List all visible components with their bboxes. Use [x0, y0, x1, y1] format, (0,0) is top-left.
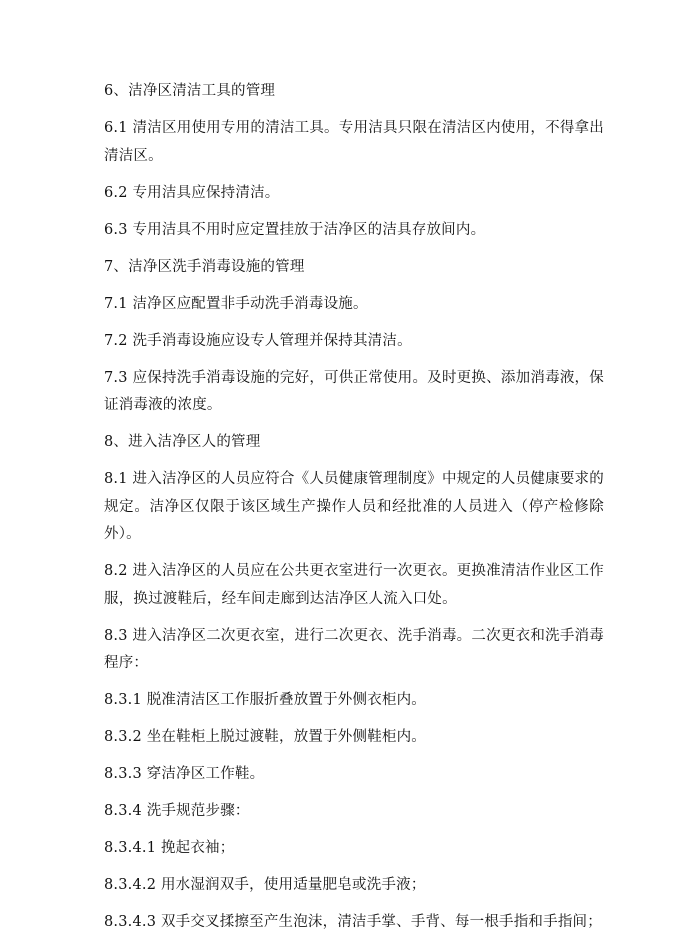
clause-8-2: 8.2 进入洁净区的人员应在公共更衣室进行一次更衣。更换准清洁作业区工作服，换过渡鞋后，经车间走廊到达洁净区人流入口处。	[104, 563, 604, 607]
clause-6-3: 6.3 专用洁具不用时应定置挂放于洁净区的洁具存放间内。	[104, 221, 486, 238]
clause-7-3: 7.3 应保持洗手消毒设施的完好，可供正常使用。及时更换、添加消毒液，保证消毒液的浓度。	[104, 369, 604, 413]
document-page	[104, 78, 604, 946]
clause-8-3-4: 8.3.4 洗手规范步骤：	[104, 803, 250, 819]
clause-7-2: 7.2 洗手消毒设施应设专人管理并保持其清洁。	[104, 332, 412, 349]
section-heading-7: 7、洁净区洗手消毒设施的管理	[104, 258, 305, 275]
clause-8-3-4-3: 8.3.4.3 双手交叉揉擦至产生泡沫，清洁手掌、手背、每一根手指和手指间；	[104, 914, 602, 930]
clause-8-3-1: 8.3.1 脱准清洁区工作服折叠放置于外侧衣柜内。	[104, 692, 427, 708]
clause-8-3-3: 8.3.3 穿洁净区工作鞋。	[104, 766, 265, 782]
clause-6-1: 6.1 清洁区用使用专用的清洁工具。专用洁具只限在清洁区内使用，不得拿出清洁区。	[104, 120, 604, 164]
clause-8-3-2: 8.3.2 坐在鞋柜上脱过渡鞋，放置于外侧鞋柜内。	[104, 729, 427, 745]
clause-8-3: 8.3 进入洁净区二次更衣室，进行二次更衣、洗手消毒。二次更衣和洗手消毒程序：	[104, 627, 604, 671]
clause-8-1: 8.1 进入洁净区的人员应符合《人员健康管理制度》中规定的人员健康要求的规定。洁净区仅限于该区域生产操作人员和经批准的人员进入（停产检修除外）。	[104, 471, 604, 542]
clause-8-3-4-1: 8.3.4.1 挽起衣袖；	[104, 840, 235, 856]
clause-6-2: 6.2 专用洁具应保持清洁。	[104, 184, 280, 201]
section-heading-8: 8、进入洁净区人的管理	[104, 434, 261, 450]
clause-7-1: 7.1 洁净区应配置非手动洗手消毒设施。	[104, 295, 368, 312]
clause-8-3-4-2: 8.3.4.2 用水湿润双手，使用适量肥皂或洗手液；	[104, 877, 426, 893]
section-heading-6: 6、洁净区清洁工具的管理	[104, 83, 276, 99]
